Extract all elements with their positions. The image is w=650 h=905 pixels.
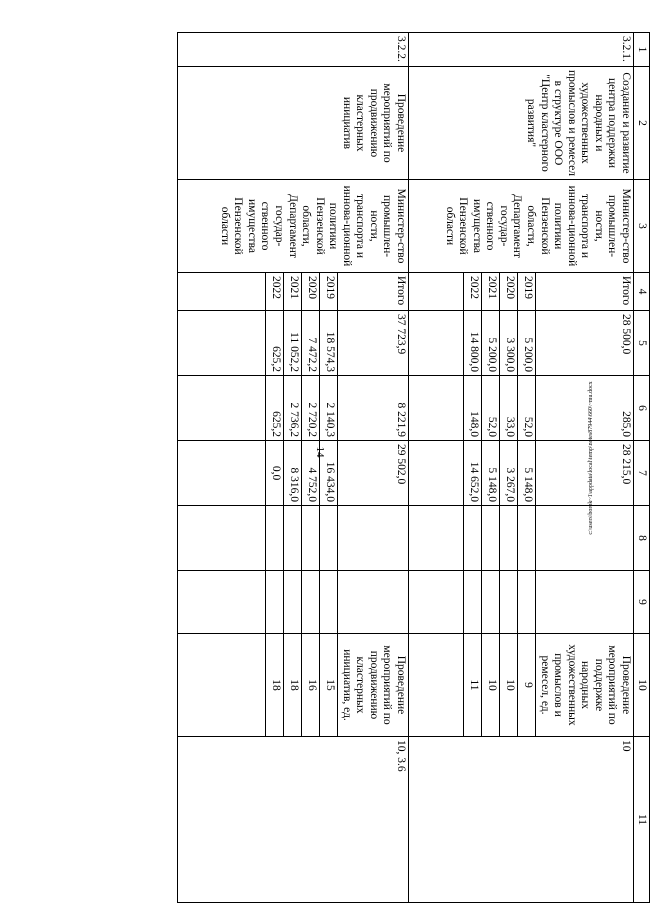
value-cell: 11 052,2 [284,311,302,376]
footer-file-path: c:\users\borok~1\appdata\local\temp\notes87944\660\~mu.docx [588,381,594,535]
header-cell: 5 [634,311,650,376]
header-cell: 2 [634,67,650,180]
result-link: 10, 3.6 [178,737,409,903]
result-link: 10 [409,737,634,903]
empty-cell [500,506,518,571]
total-v9 [536,571,634,634]
indicator-value: 10 [482,634,500,737]
value-cell: 3 300,0 [500,311,518,376]
item-executor: Министер-ство промышлен-ности, транспорта и иннова-ционной политики Пензенской области, Департамент государ-ственного имущества Пензенской области [409,180,634,273]
empty-cell [409,571,464,634]
empty-cell [464,571,482,634]
empty-cell [518,506,536,571]
value-cell: 14 800,0 [464,311,482,376]
table-row [338,33,409,903]
header-cell: 8 [634,506,650,571]
table-row [536,33,634,903]
empty-cell [284,506,302,571]
value-cell: 5 148,0 [482,441,500,506]
empty-cell [464,506,482,571]
empty-cell [178,376,266,441]
total-v6: 285,0 [536,376,634,441]
total-v7: 28 215,0 [536,441,634,506]
indicator-value: 10 [500,634,518,737]
indicator-value: 16 [302,634,320,737]
empty-cell [266,506,284,571]
value-cell: 2 720,2 [302,376,320,441]
empty-cell [266,571,284,634]
empty-cell [409,506,464,571]
value-cell: 2 140,3 [320,376,338,441]
year-cell: 2019 [518,273,536,311]
empty-cell [409,273,464,311]
indicator-value: 18 [266,634,284,737]
value-cell: 8 316,0 [284,441,302,506]
empty-cell [320,506,338,571]
empty-cell [409,376,464,441]
value-cell: 625,2 [266,376,284,441]
header-cell: 10 [634,634,650,737]
empty-cell [284,571,302,634]
empty-cell [482,571,500,634]
value-cell: 625,2 [266,311,284,376]
total-label: Итого [536,273,634,311]
year-cell: 2021 [284,273,302,311]
program-table [177,32,650,903]
rotated-table-wrapper [100,32,650,872]
value-cell: 16 434,0 [320,441,338,506]
empty-cell [178,634,266,737]
empty-cell [178,506,266,571]
value-cell: 5 200,0 [482,311,500,376]
value-cell: 5 148,0 [518,441,536,506]
header-cell: 9 [634,571,650,634]
value-cell: 7 472,2 [302,311,320,376]
value-cell: 2 736,2 [284,376,302,441]
indicator-value: 11 [464,634,482,737]
year-cell: 2020 [302,273,320,311]
indicator-text: Проведение мероприятий по поддержке народных художественных промыслов и ремесел, ед. [536,634,634,737]
value-cell: 52,0 [518,376,536,441]
value-cell: 33,0 [500,376,518,441]
page-number: 14 [314,446,326,458]
empty-cell [178,311,266,376]
value-cell: 52,0 [482,376,500,441]
empty-cell [302,506,320,571]
item-number: 3.2.1. [409,33,634,67]
empty-cell [320,571,338,634]
value-cell: 14 652,0 [464,441,482,506]
empty-cell [518,571,536,634]
value-cell: 3 267,0 [500,441,518,506]
total-v8 [536,506,634,571]
empty-cell [409,634,464,737]
year-cell: 2022 [464,273,482,311]
header-cell: 11 [634,737,650,903]
value-cell: 18 574,3 [320,311,338,376]
year-cell: 2022 [266,273,284,311]
header-cell: 1 [634,33,650,67]
total-label: Итого [338,273,409,311]
total-v6: 8 221,9 [338,376,409,441]
empty-cell [409,311,464,376]
total-v5: 28 500,0 [536,311,634,376]
year-cell: 2019 [320,273,338,311]
empty-cell [482,506,500,571]
header-cell: 3 [634,180,650,273]
value-cell: 5 200,0 [518,311,536,376]
year-cell: 2021 [482,273,500,311]
item-executor: Министер-ство промышлен-ности, транспорта и иннова-ционной политики Пензенской области, Департамент государ-ственного имущества Пензенской области [178,180,409,273]
empty-cell [178,571,266,634]
indicator-value: 9 [518,634,536,737]
empty-cell [178,273,266,311]
header-cell: 7 [634,441,650,506]
item-name: Создание и развитие центра поддержки народных и художественных промыслов и ремесел в структуре ООО "Центр кластерного развития" [409,67,634,180]
indicator-text: Проведение мероприятий по продвижению кластерных инициатив, ед. [338,634,409,737]
header-cell: 4 [634,273,650,311]
total-v7: 29 502,0 [338,441,409,506]
value-cell: 4 752,0 [302,441,320,506]
indicator-value: 15 [320,634,338,737]
empty-cell [178,441,266,506]
value-cell: 148,0 [464,376,482,441]
indicator-value: 18 [284,634,302,737]
total-v5: 37 723,9 [338,311,409,376]
empty-cell [500,571,518,634]
value-cell: 0,0 [266,441,284,506]
item-number: 3.2.2. [178,33,409,67]
total-v8 [338,506,409,571]
item-name: Проведение мероприятий по продвижению кластерных инициатив [178,67,409,180]
year-cell: 2020 [500,273,518,311]
empty-cell [409,441,464,506]
total-v9 [338,571,409,634]
header-row [634,33,650,903]
empty-cell [302,571,320,634]
header-cell: 6 [634,376,650,441]
